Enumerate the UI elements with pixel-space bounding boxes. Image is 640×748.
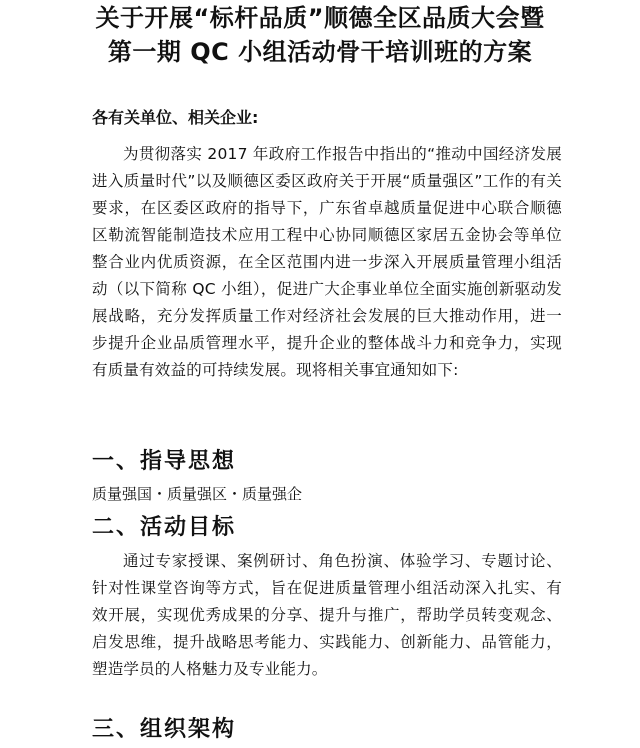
intro-paragraph: 为贯彻落实 2017 年政府工作报告中指出的“推动中国经济发展进入质量时代”以及顺德区委区政府关于开展“质量强区”工作的有关要求，在区委区政府的指导下，广东省卓越质量促进中心联合顺德区勒流智能制造技术应用工程中心协同顺德区家居五金协会等单位整合业内优质资源，在全区范围内进一步深入开展质量管理小组活动（以下简称 QC 小组），促进广大企事业单位全面实施创新驱动发展战略，充分发挥质量工作对经济社会发展的巨大推动作用，进一步提升企业品质管理水平，提升企业的整体战斗力和竞争力，实现有质量有效益的可持续发展。现将相关事宜通知如下: xyxy=(92,145,562,379)
guiding-thought-slogan: 质量强国・质量强区・质量强企 xyxy=(92,485,303,503)
salutation: 各有关单位、相关企业: xyxy=(92,108,259,127)
section-heading-organization: 三、组织架构 xyxy=(92,716,237,742)
document-title-line-2: 第一期 QC 小组活动骨干培训班的方案 xyxy=(107,38,533,66)
activity-goals-paragraph: 通过专家授课、案例研讨、角色扮演、体验学习、专题讨论、针对性课堂咨询等方式，旨在促进质量管理小组活动深入扎实、有效开展，实现优秀成果的分享、提升与推广，帮助学员转变观念、启发思维，提升战略思考能力、实践能力、创新能力、品管能力，塑造学员的人格魅力及专业能力。 xyxy=(92,552,562,678)
section-heading-guiding-thought: 一、指导思想 xyxy=(92,448,237,474)
document-title-line-1: 关于开展“标杆品质”顺德全区品质大会暨 xyxy=(95,4,545,32)
section-heading-activity-goals: 二、活动目标 xyxy=(92,514,237,540)
